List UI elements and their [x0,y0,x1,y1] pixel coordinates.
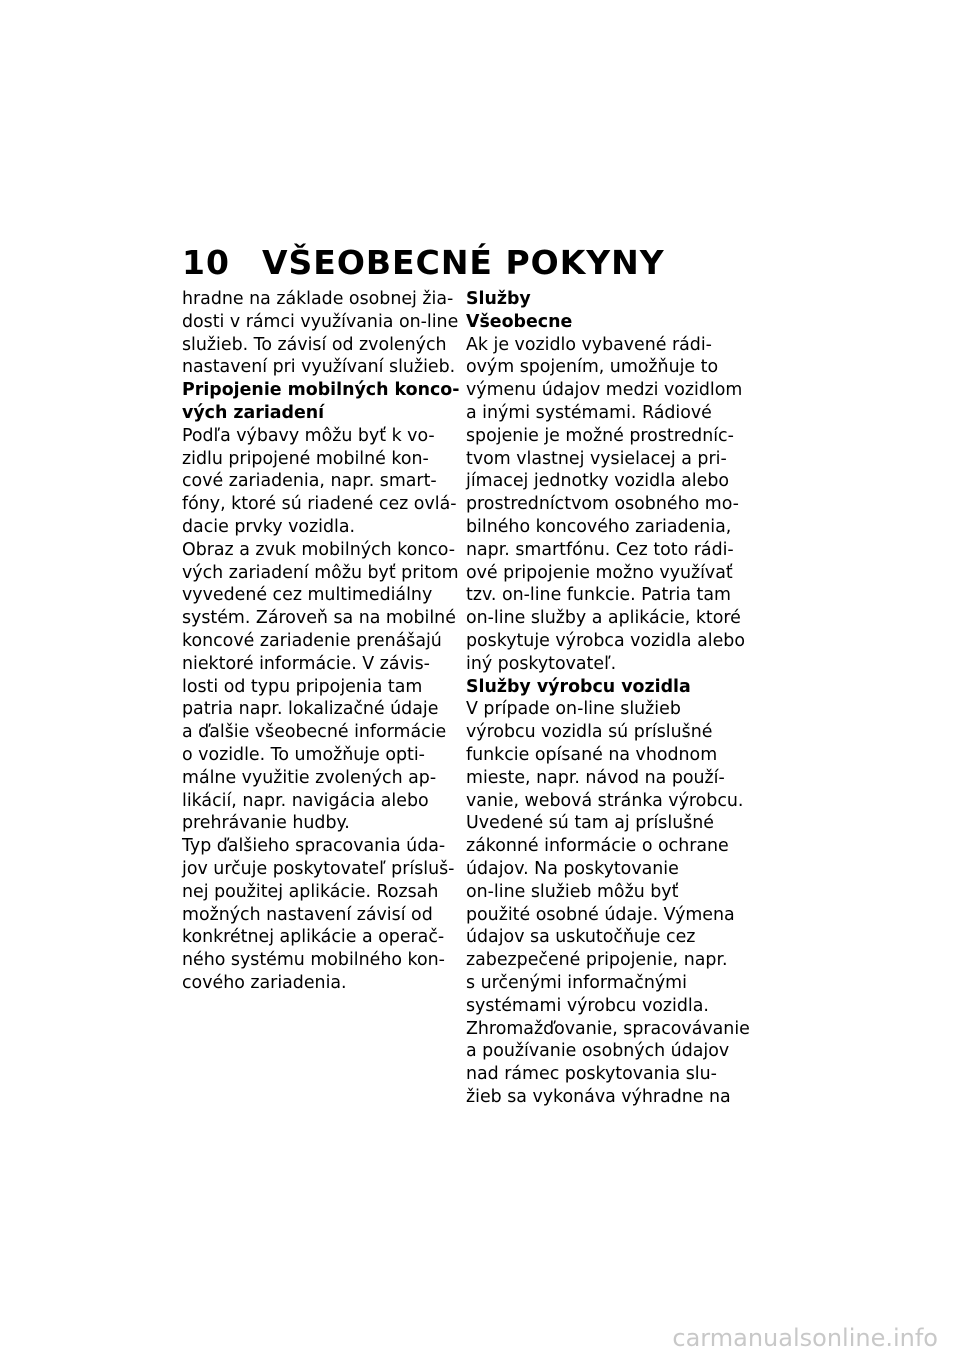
text-line: spojenie je možné prostredníc- [466,425,734,446]
section-heading-line: Služby výrobcu vozidla [466,676,691,697]
text-line: použité osobné údaje. Výmena [466,904,735,925]
text-line: vých zariadení môžu byť pritom [182,562,459,583]
text-line: Podľa výbavy môžu byť k vo- [182,425,435,446]
right-text-column [466,288,750,1109]
text-line: zidlu pripojené mobilné kon- [182,448,429,469]
text-line: vanie, webová stránka výrobcu. [466,790,744,811]
text-line: tzv. on-line funkcie. Patria tam [466,585,731,606]
text-line: nej použitej aplikácie. Rozsah [182,881,439,902]
text-line: zabezpečené pripojenie, napr. [466,950,728,971]
text-line: nad rámec poskytovania slu- [466,1064,717,1085]
text-line: a používanie osobných údajov [466,1041,730,1062]
text-line: hradne na základe osobnej žia- [182,289,454,309]
text-line: cové zariadenia, napr. smart- [182,471,437,492]
text-line: jov určuje poskytovateľ prísluš- [182,858,455,879]
text-line: systémami výrobcu vozidla. [466,995,709,1016]
text-line: Zhromažďovanie, spracovávanie [466,1018,750,1039]
left-text-column [182,288,460,995]
section-heading-line: Služby [466,289,531,309]
text-line: likácií, napr. navigácia alebo [182,790,429,811]
text-line: o vozidle. To umožňuje opti- [182,744,425,765]
text-line: tvom vlastnej vysielacej a pri- [466,448,727,469]
chapter-number: 10 [182,243,230,282]
text-line: patria napr. lokalizačné údaje [182,699,439,720]
text-line: výrobcu vozidla sú príslušné [466,722,713,743]
text-line: Ak je vozidlo vybavené rádi- [466,334,712,355]
text-line: vyvedené cez multimediálny [182,585,433,606]
text-line: dosti v rámci využívania on-line [182,311,459,332]
text-line: výmenu údajov medzi vozidlom [466,380,743,401]
text-line: ného systému mobilného kon- [182,950,445,971]
section-heading-line: Všeobecne [466,311,573,332]
text-line: napr. smartfónu. Cez toto rádi- [466,539,734,560]
text-line: on-line služieb môžu byť [466,881,679,902]
text-line: mieste, napr. návod na použí- [466,767,725,788]
text-line: služieb. To závisí od zvolených [182,334,447,355]
text-line: s určenými informačnými [466,972,687,993]
text-line: údajov sa uskutočňuje cez [466,927,696,948]
text-line: Obraz a zvuk mobilných konco- [182,539,456,560]
section-heading-line: Pripojenie mobilných konco- [182,380,460,401]
text-line: žieb sa vykonáva výhradne na [466,1086,731,1107]
text-line: V prípade on-line služieb [466,699,681,720]
text-line: fóny, ktoré sú riadené cez ovlá- [182,494,457,515]
text-line: možných nastavení závisí od [182,904,433,925]
text-line: zákonné informácie o ochrane [466,836,729,857]
text-line: iný poskytovateľ. [466,653,617,674]
text-line: konkrétnej aplikácie a operač- [182,927,445,948]
text-line: prehrávanie hudby. [182,813,350,834]
text-line: a inými systémami. Rádiové [466,402,712,423]
text-line: dacie prvky vozidla. [182,516,356,537]
text-line: niektoré informácie. V závis- [182,653,430,674]
chapter-title: VŠEOBECNÉ POKYNY [262,243,665,282]
text-line: ové pripojenie možno využívať [466,562,733,583]
text-line: Typ ďalšieho spracovania úda- [182,836,446,857]
text-line: losti od typu pripojenia tam [182,676,423,697]
text-line: prostredníctvom osobného mo- [466,494,739,515]
text-line: nastavení pri využívaní služieb. [182,357,456,378]
section-heading-line: vých zariadení [182,402,325,423]
text-line: bilného koncového zariadenia, [466,516,732,537]
chapter-heading [182,243,665,283]
text-line: málne využitie zvolených ap- [182,767,437,788]
site-watermark: carmanualsonline.info [672,1324,938,1352]
text-line: poskytuje výrobca vozidla alebo [466,630,745,651]
text-line: Uvedené sú tam aj príslušné [466,813,714,834]
text-line: koncové zariadenie prenášajú [182,630,442,651]
text-line: cového zariadenia. [182,972,347,993]
text-line: systém. Zároveň sa na mobilné [182,608,456,629]
text-line: jímacej jednotky vozidla alebo [466,471,730,492]
text-line: funkcie opísané na vhodnom [466,744,718,765]
text-line: ovým spojením, umožňuje to [466,357,719,378]
text-line: údajov. Na poskytovanie [466,858,679,879]
text-line: on-line služby a aplikácie, ktoré [466,608,741,629]
text-line: a ďalšie všeobecné informácie [182,722,447,743]
